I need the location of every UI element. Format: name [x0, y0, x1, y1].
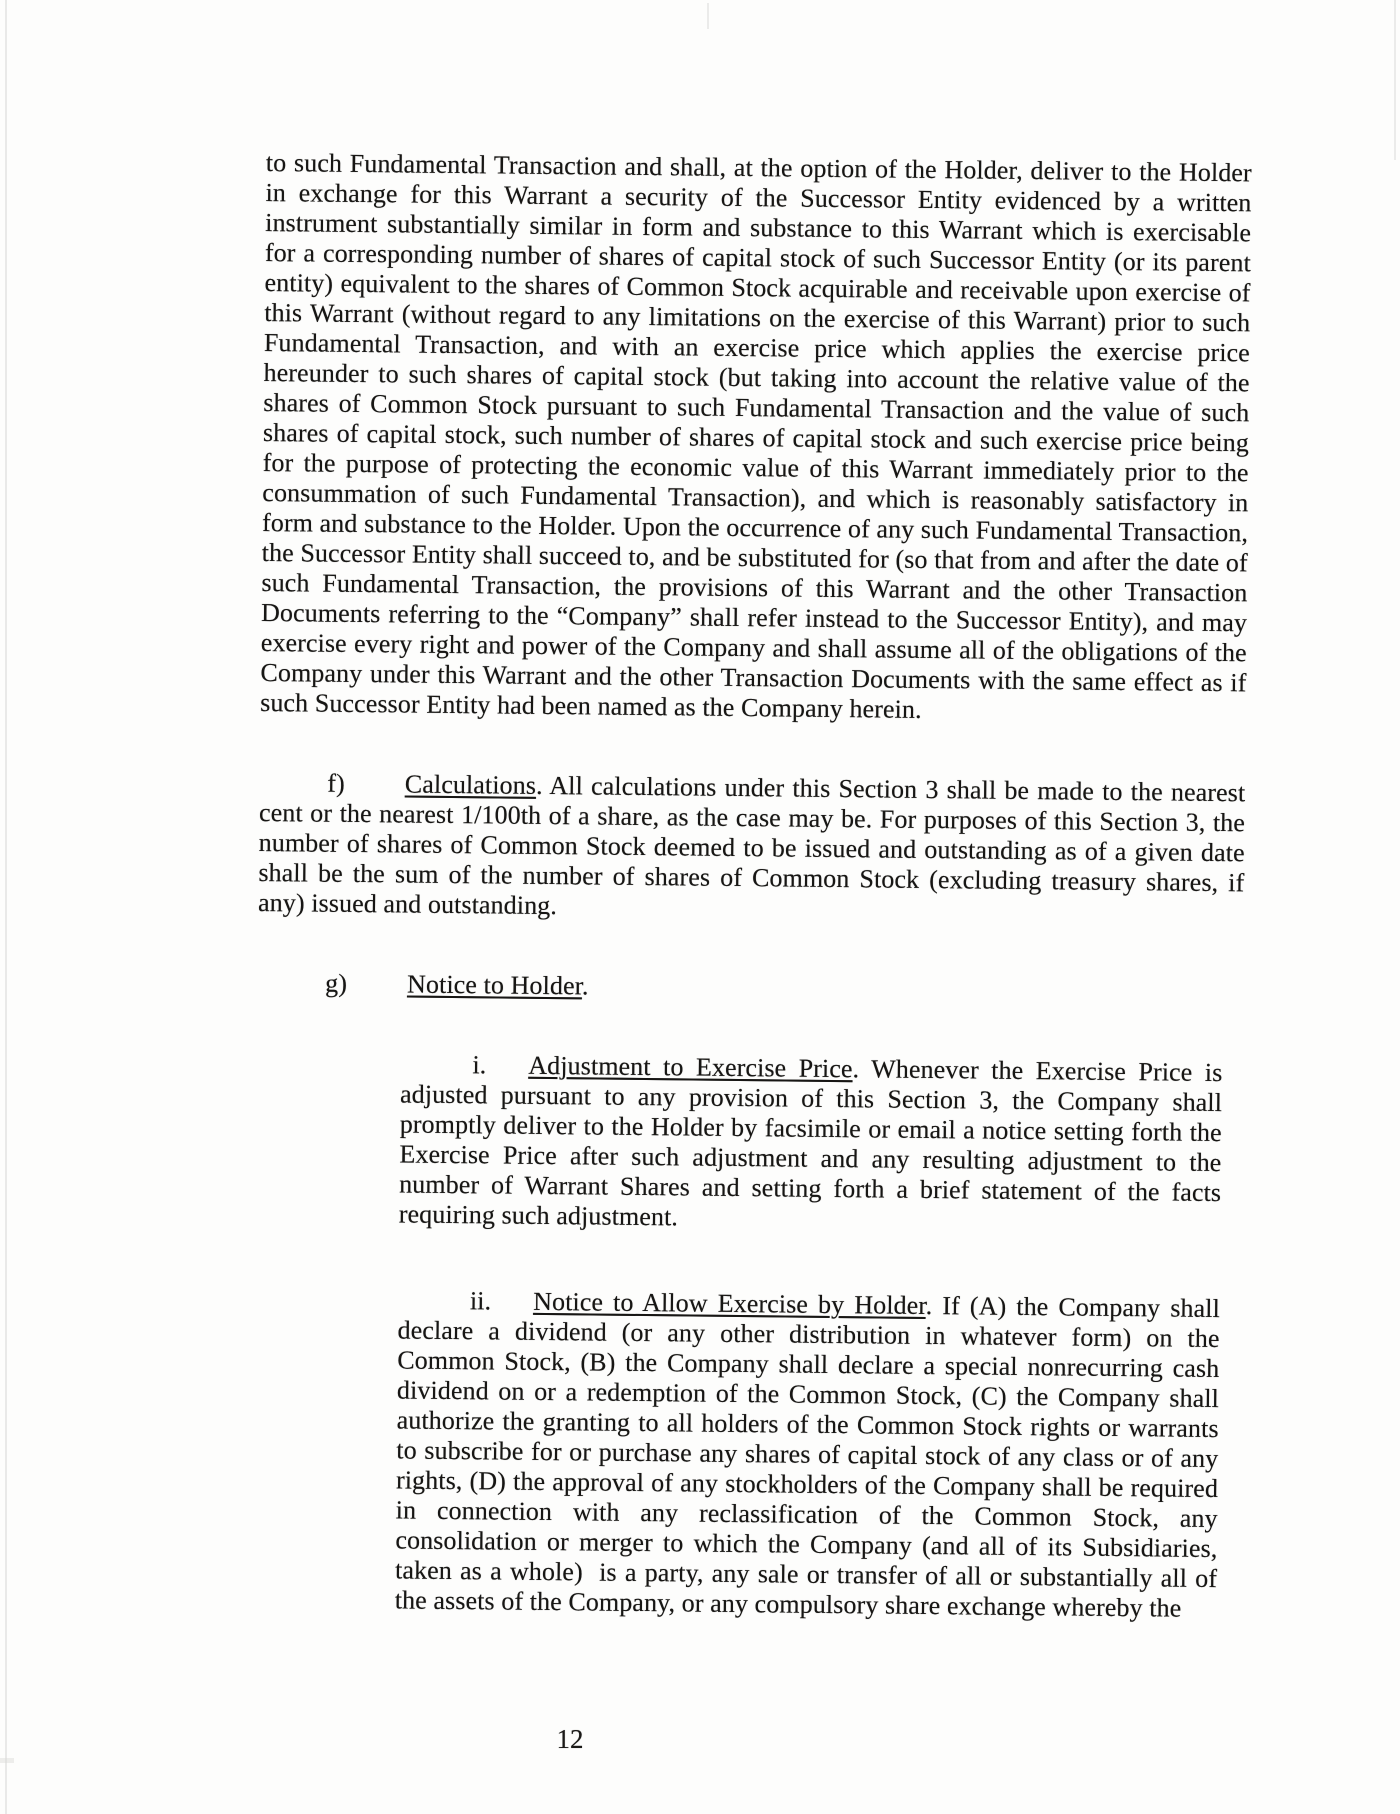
clause-heading-calculations: Calculations [404, 769, 537, 800]
clause-heading-notice-to-allow-exercise: Notice to Allow Exercise by Holder [533, 1286, 926, 1320]
scan-artifact-left-edge [5, 0, 7, 1814]
paragraph-g-i-adjustment-to-exercise-price [399, 1049, 1223, 1238]
clause-label-i: i. [472, 1050, 487, 1080]
clause-body-f: . All calculations under this Section 3 shall be made to the nearest cent or the nearest 1/100th of a share, as the case may be. For purposes of this Section 3, the number of shares of Common Stock deemed to be issued and outstanding as of a given date shall be the sum of the number of shares of Common Stock (excluding treasury shares, if any) issued and outstanding. [257, 770, 1246, 921]
clause-label-g: g) [325, 968, 348, 998]
scan-artifact-bottom-dash [0, 1758, 14, 1763]
clause-body-g-i: . Whenever the Exercise Price is adjusted pursuant to any provision of this Section 3, the Company shall promptly deliver to the Holder by facsimile or email a notice setting forth the Exercise Price after such adjustment and any resulting adjustment to the number of Warrant Shares and setting forth a brief statement of the facts requiring such adjustment. [398, 1054, 1223, 1232]
tab-gap [345, 792, 405, 793]
paragraph-g-notice-to-holder [257, 968, 1243, 1008]
clause-body-g-ii: . If (A) the Company shall declare a dividend (or any other distribution in whatever form) on the Common Stock, (B) the Company shall declare a special nonrecurring cash dividend on or a redemption of the Common Stock, (C) the Company shall authorize the granting to all holders of the Common Stock rights or warrants to subscribe for or purchase any shares of capital stock of any class or of any rights, (D) the approval of any stockholders of the Company shall be required in connection with any reclassification of the Common Stock, any consolidation or merger to which the Company (and all of its Subsidiaries, taken as a whole) is a party, any sale or transfer of all or substantially all of the assets of the Company, or any compulsory share exchange whereby the [394, 1290, 1221, 1623]
scan-artifact-top-tick [707, 3, 709, 29]
page-content [251, 148, 1252, 1624]
clause-heading-adjustment-to-exercise-price: Adjustment to Exercise Price [528, 1050, 853, 1084]
tab-gap [347, 992, 407, 993]
page-number: 12 [556, 1724, 584, 1754]
clause-label-ii: ii. [469, 1286, 492, 1316]
paragraph-g-ii-notice-to-allow-exercise [395, 1285, 1220, 1624]
paragraph-fundamental-transaction-continuation: to such Fundamental Transaction and shall, at the option of the Holder, deliver to the Holder in exchange for this Warrant a security of the Successor Entity evidenced by a written instrument substantially similar in form and substance to this Warrant which is exercisable for a corresponding number of shares of capital stock of such Successor Entity (or its parent entity) equivalent to the shares of Common Stock acquirable and receivable upon exercise of this Warrant (without regard to any limitations on the exercise of this Warrant) prior to such Fundamental Transaction, and with an exercise price which applies the exercise price hereunder to such shares of capital stock (but taking into account the relative value of the shares of Common Stock pursuant to such Fundamental Transaction and the value of such shares of capital stock, such number of shares of capital stock and such exercise price being for the purpose of protecting the economic value of this Warrant immediately prior to the consummation of such Fundamental Transaction), and which is reasonably satisfactory in form and substance to the Holder. Upon the occurrence of any such Fundamental Transaction, the Successor Entity shall succeed to, and be substituted for (so that from and after the date of such Fundamental Transaction, the provisions of this Warrant and the other Transaction Documents referring to the “Company” shall refer instead to the Successor Entity), and may exercise every right and power of the Company and shall assume all of the obligations of the Company under this Warrant and the other Transaction Documents with the same effect as if such Successor Entity had been named as the Company herein. [260, 148, 1252, 724]
notice-to-holder-subclauses [395, 1049, 1223, 1624]
clause-heading-notice-to-holder: Notice to Holder [406, 969, 583, 1001]
clause-body-g: . [581, 971, 589, 1001]
clause-label-f: f) [327, 768, 346, 798]
paragraph-f-calculations [258, 768, 1246, 928]
scan-artifact-right-edge [1394, 0, 1396, 160]
